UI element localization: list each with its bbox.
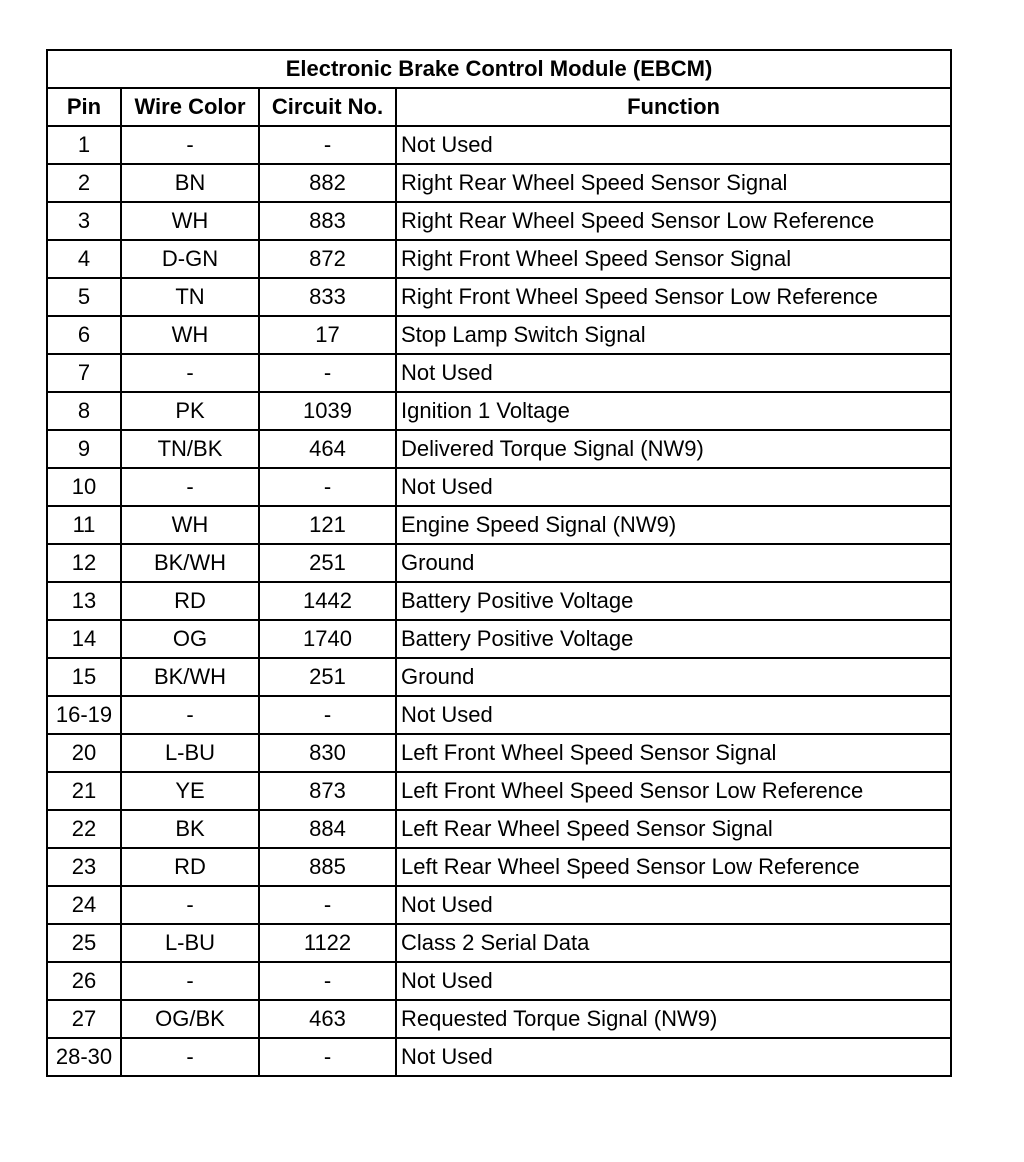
wire-color-cell: WH xyxy=(121,316,259,354)
circuit-cell: 251 xyxy=(259,658,396,696)
table-body xyxy=(47,126,951,1076)
wire-color-cell: - xyxy=(121,696,259,734)
function-cell: Not Used xyxy=(396,696,951,734)
wire-color-cell: YE xyxy=(121,772,259,810)
wire-color-cell: BK xyxy=(121,810,259,848)
pin-cell: 22 xyxy=(47,810,121,848)
pin-cell: 11 xyxy=(47,506,121,544)
table-row xyxy=(47,392,951,430)
circuit-cell: 885 xyxy=(259,848,396,886)
wire-color-cell: - xyxy=(121,126,259,164)
circuit-cell: 1122 xyxy=(259,924,396,962)
table-row xyxy=(47,848,951,886)
table-row xyxy=(47,506,951,544)
circuit-cell: 121 xyxy=(259,506,396,544)
wire-color-cell: RD xyxy=(121,582,259,620)
function-cell: Left Front Wheel Speed Sensor Low Reference xyxy=(396,772,951,810)
circuit-cell: 873 xyxy=(259,772,396,810)
circuit-cell: 833 xyxy=(259,278,396,316)
table-row xyxy=(47,886,951,924)
wire-color-cell: BN xyxy=(121,164,259,202)
circuit-cell: 464 xyxy=(259,430,396,468)
pin-cell: 28-30 xyxy=(47,1038,121,1076)
header-pin: Pin xyxy=(47,88,121,126)
table-row xyxy=(47,1000,951,1038)
pin-cell: 25 xyxy=(47,924,121,962)
wire-color-cell: RD xyxy=(121,848,259,886)
function-cell: Battery Positive Voltage xyxy=(396,582,951,620)
circuit-cell: 17 xyxy=(259,316,396,354)
wire-color-cell: OG/BK xyxy=(121,1000,259,1038)
wire-color-cell: - xyxy=(121,962,259,1000)
circuit-cell: 463 xyxy=(259,1000,396,1038)
pin-cell: 24 xyxy=(47,886,121,924)
wire-color-cell: PK xyxy=(121,392,259,430)
header-circuit-no: Circuit No. xyxy=(259,88,396,126)
pin-cell: 10 xyxy=(47,468,121,506)
wire-color-cell: - xyxy=(121,886,259,924)
circuit-cell: - xyxy=(259,962,396,1000)
wire-color-cell: - xyxy=(121,1038,259,1076)
pin-cell: 27 xyxy=(47,1000,121,1038)
circuit-cell: - xyxy=(259,468,396,506)
function-cell: Right Rear Wheel Speed Sensor Signal xyxy=(396,164,951,202)
function-cell: Class 2 Serial Data xyxy=(396,924,951,962)
table-row xyxy=(47,772,951,810)
table-title: Electronic Brake Control Module (EBCM) xyxy=(47,50,951,88)
table-row xyxy=(47,924,951,962)
table-row xyxy=(47,164,951,202)
pin-cell: 26 xyxy=(47,962,121,1000)
header-wire-color: Wire Color xyxy=(121,88,259,126)
header-function: Function xyxy=(396,88,951,126)
table-title-row xyxy=(47,50,951,88)
circuit-cell: 1039 xyxy=(259,392,396,430)
wire-color-cell: D-GN xyxy=(121,240,259,278)
pin-cell: 12 xyxy=(47,544,121,582)
wire-color-cell: BK/WH xyxy=(121,544,259,582)
circuit-cell: - xyxy=(259,886,396,924)
pin-cell: 3 xyxy=(47,202,121,240)
wire-color-cell: TN xyxy=(121,278,259,316)
table-row xyxy=(47,126,951,164)
table-row xyxy=(47,430,951,468)
wire-color-cell: WH xyxy=(121,506,259,544)
pin-cell: 21 xyxy=(47,772,121,810)
circuit-cell: 251 xyxy=(259,544,396,582)
table-row xyxy=(47,316,951,354)
pin-cell: 5 xyxy=(47,278,121,316)
function-cell: Right Rear Wheel Speed Sensor Low Reference xyxy=(396,202,951,240)
table-row xyxy=(47,354,951,392)
function-cell: Not Used xyxy=(396,962,951,1000)
circuit-cell: - xyxy=(259,1038,396,1076)
function-cell: Ground xyxy=(396,544,951,582)
pin-cell: 4 xyxy=(47,240,121,278)
ebcm-pinout-table xyxy=(46,49,952,1077)
table-row xyxy=(47,696,951,734)
pin-cell: 9 xyxy=(47,430,121,468)
pin-cell: 15 xyxy=(47,658,121,696)
table-row xyxy=(47,202,951,240)
table-row xyxy=(47,278,951,316)
function-cell: Not Used xyxy=(396,354,951,392)
pin-cell: 20 xyxy=(47,734,121,772)
table-row xyxy=(47,810,951,848)
table-row xyxy=(47,468,951,506)
function-cell: Left Rear Wheel Speed Sensor Signal xyxy=(396,810,951,848)
circuit-cell: 883 xyxy=(259,202,396,240)
pin-cell: 2 xyxy=(47,164,121,202)
function-cell: Not Used xyxy=(396,886,951,924)
table-header-row xyxy=(47,88,951,126)
table-row xyxy=(47,620,951,658)
table-row xyxy=(47,582,951,620)
wire-color-cell: OG xyxy=(121,620,259,658)
function-cell: Not Used xyxy=(396,126,951,164)
pin-cell: 6 xyxy=(47,316,121,354)
function-cell: Stop Lamp Switch Signal xyxy=(396,316,951,354)
table-row xyxy=(47,962,951,1000)
pin-cell: 16-19 xyxy=(47,696,121,734)
pin-cell: 23 xyxy=(47,848,121,886)
function-cell: Battery Positive Voltage xyxy=(396,620,951,658)
circuit-cell: 884 xyxy=(259,810,396,848)
wire-color-cell: BK/WH xyxy=(121,658,259,696)
circuit-cell: - xyxy=(259,696,396,734)
circuit-cell: 1740 xyxy=(259,620,396,658)
function-cell: Ignition 1 Voltage xyxy=(396,392,951,430)
table-row xyxy=(47,544,951,582)
wire-color-cell: TN/BK xyxy=(121,430,259,468)
wire-color-cell: - xyxy=(121,468,259,506)
function-cell: Ground xyxy=(396,658,951,696)
circuit-cell: - xyxy=(259,126,396,164)
table-row xyxy=(47,1038,951,1076)
function-cell: Requested Torque Signal (NW9) xyxy=(396,1000,951,1038)
function-cell: Not Used xyxy=(396,468,951,506)
wire-color-cell: L-BU xyxy=(121,924,259,962)
function-cell: Delivered Torque Signal (NW9) xyxy=(396,430,951,468)
table-row xyxy=(47,658,951,696)
circuit-cell: 872 xyxy=(259,240,396,278)
wire-color-cell: - xyxy=(121,354,259,392)
function-cell: Engine Speed Signal (NW9) xyxy=(396,506,951,544)
function-cell: Left Front Wheel Speed Sensor Signal xyxy=(396,734,951,772)
circuit-cell: - xyxy=(259,354,396,392)
circuit-cell: 1442 xyxy=(259,582,396,620)
function-cell: Right Front Wheel Speed Sensor Low Reference xyxy=(396,278,951,316)
function-cell: Right Front Wheel Speed Sensor Signal xyxy=(396,240,951,278)
function-cell: Not Used xyxy=(396,1038,951,1076)
pin-cell: 13 xyxy=(47,582,121,620)
circuit-cell: 882 xyxy=(259,164,396,202)
pin-cell: 1 xyxy=(47,126,121,164)
wire-color-cell: WH xyxy=(121,202,259,240)
function-cell: Left Rear Wheel Speed Sensor Low Reference xyxy=(396,848,951,886)
wire-color-cell: L-BU xyxy=(121,734,259,772)
table-row xyxy=(47,734,951,772)
circuit-cell: 830 xyxy=(259,734,396,772)
pin-cell: 8 xyxy=(47,392,121,430)
pin-cell: 7 xyxy=(47,354,121,392)
table-row xyxy=(47,240,951,278)
pin-cell: 14 xyxy=(47,620,121,658)
